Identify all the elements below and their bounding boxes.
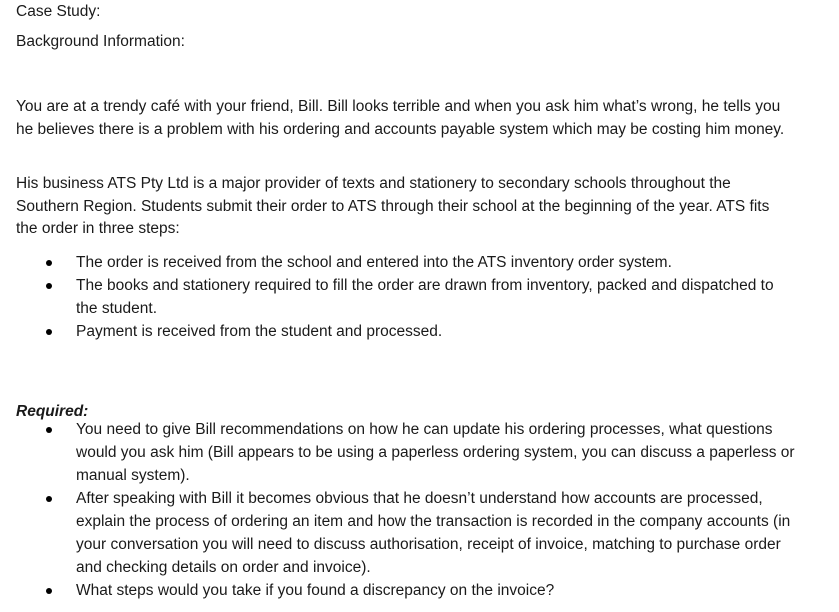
bullet-icon: [46, 588, 52, 594]
bullet-icon: [46, 427, 52, 433]
case-study-heading: Case Study:: [16, 3, 101, 20]
business-paragraph: His business ATS Pty Ltd is a major provider of texts and stationery to secondary schools throughout the Southern Region. Students submit their order to ATS through their school at the beginning of the year. ATS fits the order in three steps:: [16, 175, 770, 237]
list-item-text: The books and stationery required to fill the order are drawn from inventory, packed and dispatched to the student.: [76, 277, 774, 317]
bullet-icon: [46, 496, 52, 502]
bullet-icon: [46, 283, 52, 289]
list-item-text: You need to give Bill recommendations on how he can update his ordering processes, what questions would you ask him (Bill appears to be using a paperless ordering system, you can discuss a paperless or manual system).: [76, 421, 795, 484]
list-item: [16, 251, 796, 274]
list-item: [16, 274, 796, 320]
list-item: [16, 579, 796, 602]
requirements-list: [16, 418, 796, 602]
background-heading: Background Information:: [16, 33, 185, 50]
list-item-text: The order is received from the school and entered into the ATS inventory order system.: [76, 254, 672, 271]
bullet-icon: [46, 329, 52, 335]
intro-paragraph: You are at a trendy café with your friend, Bill. Bill looks terrible and when you ask him what’s wrong, he tells you he believes there is a problem with his ordering and accounts payable system which may be costing him money.: [16, 98, 785, 138]
required-heading: Required:: [16, 402, 89, 420]
list-item: [16, 320, 796, 343]
list-item-text: After speaking with Bill it becomes obvious that he doesn’t understand how accounts are processed, explain the process of ordering an item and how the transaction is recorded in the company accounts (in your conversation you will need to discuss authorisation, receipt of invoice, matching to purchase order and checking details on order and invoice).: [76, 490, 791, 576]
order-steps-list: [16, 251, 796, 343]
list-item-text: Payment is received from the student and processed.: [76, 323, 443, 340]
list-item-text: What steps would you take if you found a discrepancy on the invoice?: [76, 582, 555, 599]
bullet-icon: [46, 260, 52, 266]
list-item: [16, 487, 796, 579]
list-item: [16, 418, 796, 487]
